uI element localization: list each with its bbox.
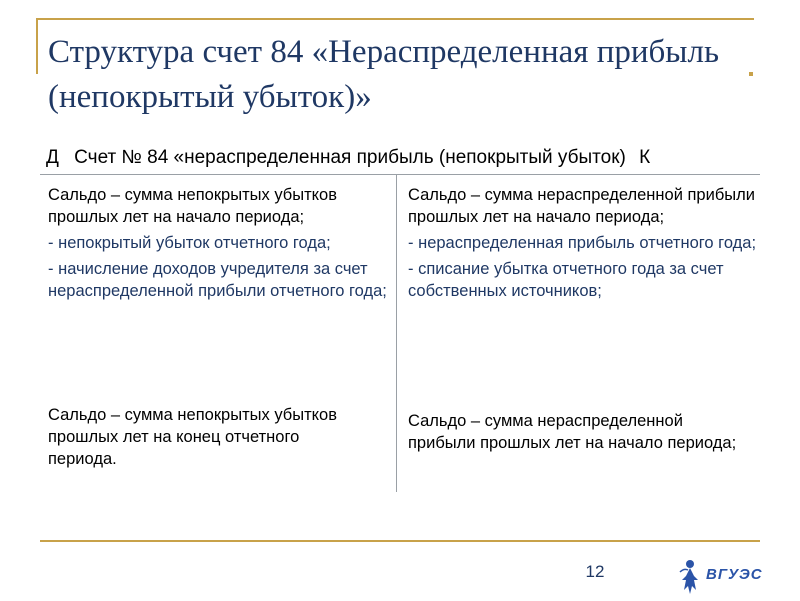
credit-closing-balance: Сальдо – сумма нераспределенной прибыли прошлых лет на начало периода; xyxy=(408,412,737,452)
debit-closing-balance: Сальдо – сумма непокрытых убытков прошлых лет на конец отчетного периода. xyxy=(48,406,337,468)
credit-mark: К xyxy=(639,147,651,168)
slide-title: Структура счет 84 «Нераспределенная прибыль (непокрытый убыток)» xyxy=(48,34,719,115)
logo-text: ВГУЭС xyxy=(706,566,763,583)
account-header xyxy=(46,146,766,170)
debit-mark: Д xyxy=(46,147,59,168)
credit-column xyxy=(408,184,760,306)
page-number: 12 xyxy=(585,562,605,581)
debit-item: - непокрытый убыток отчетного года; xyxy=(48,234,331,252)
credit-opening-balance: Сальдо – сумма нераспределенной прибыли прошлых лет на начало периода; xyxy=(408,186,755,226)
t-account-horizontal-line xyxy=(40,174,760,175)
credit-item: - нераспределенная прибыль отчетного года; xyxy=(408,234,757,252)
debit-item: - начисление доходов учредителя за счет нераспределенной прибыли отчетного года; xyxy=(48,260,387,300)
debit-opening-balance: Сальдо – сумма непокрытых убытков прошлых лет на начало периода; xyxy=(48,186,337,226)
account-name: Счет № 84 «нераспределенная прибыль (непокрытый убыток) xyxy=(74,147,626,168)
debit-column xyxy=(48,184,388,306)
accent-dot xyxy=(749,72,753,76)
credit-item: - списание убытка отчетного года за счет собственных источников; xyxy=(408,260,724,300)
university-emblem-icon xyxy=(676,556,704,596)
t-account-vertical-line xyxy=(396,174,397,492)
bottom-decor-rule xyxy=(40,540,760,542)
top-decor-rule xyxy=(36,18,754,20)
left-decor-rule xyxy=(36,18,38,74)
